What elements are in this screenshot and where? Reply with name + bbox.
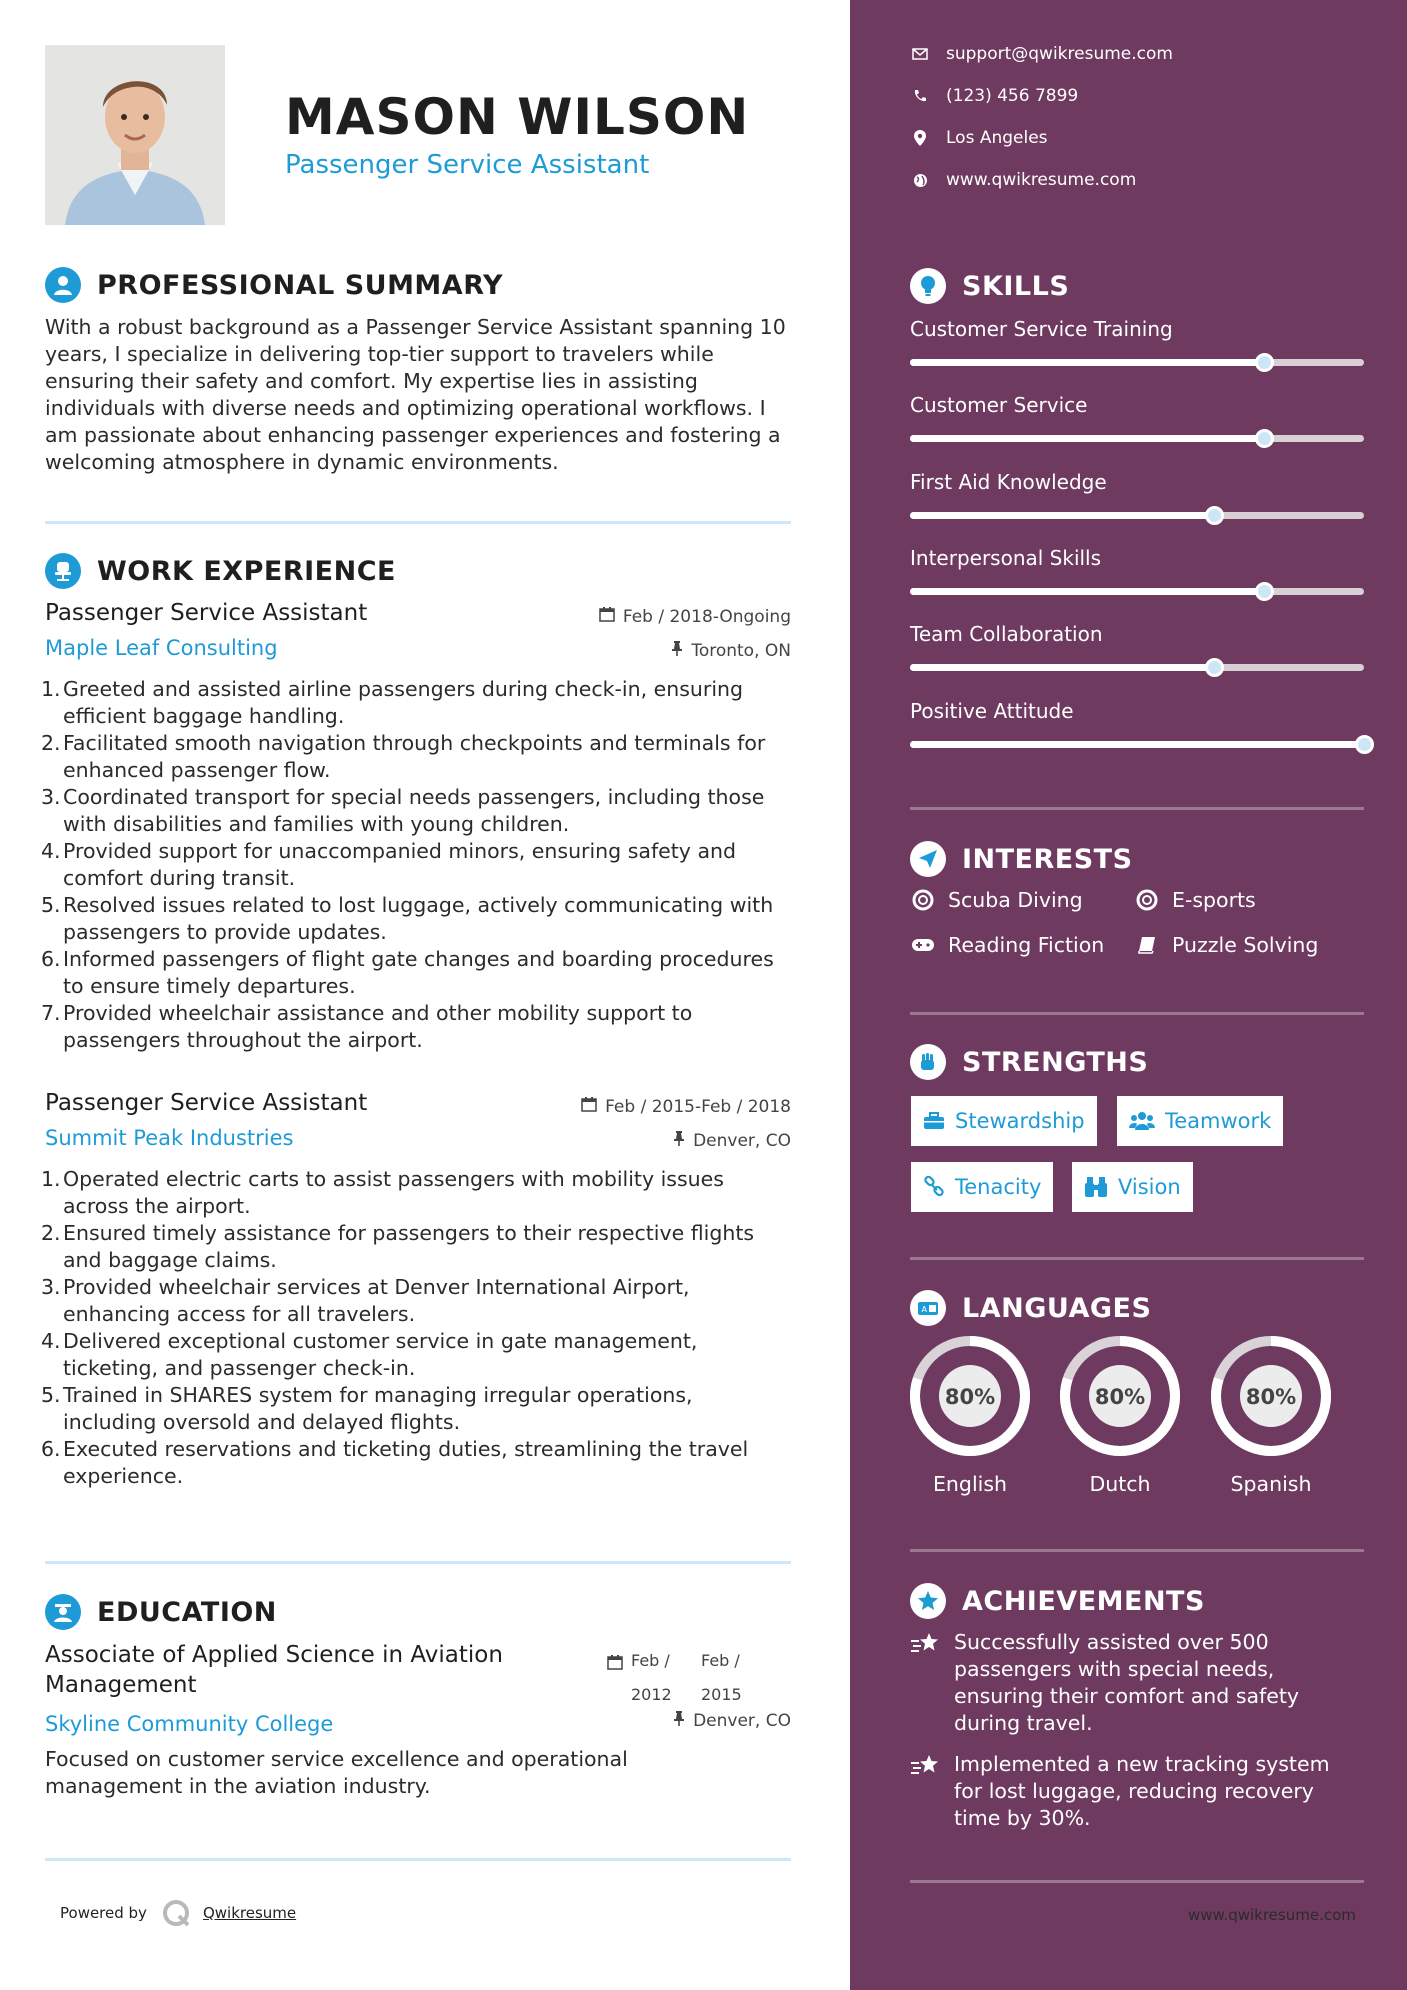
degree-title: Associate of Applied Science in Aviation Management bbox=[45, 1642, 503, 1698]
skill-track bbox=[910, 664, 1364, 671]
skill-track bbox=[910, 512, 1364, 519]
education-header bbox=[45, 1594, 277, 1630]
skill-track bbox=[910, 359, 1364, 366]
briefcase-icon bbox=[923, 1111, 945, 1131]
lightbulb-icon bbox=[910, 268, 946, 304]
globe-icon bbox=[910, 173, 930, 188]
fist-icon bbox=[910, 1044, 946, 1080]
job-entry bbox=[41, 1090, 791, 1490]
pin-icon bbox=[673, 1130, 685, 1151]
list-item: 7. Provided wheelchair assistance and other mobility support to passengers throughout the airport. bbox=[41, 1001, 693, 1052]
skill-name: Customer Service bbox=[910, 393, 1088, 417]
education-end: Feb / 2015 bbox=[701, 1651, 742, 1704]
skill-row bbox=[910, 546, 1364, 595]
skill-name: First Aid Knowledge bbox=[910, 470, 1107, 494]
job-location-text: Denver, CO bbox=[693, 1130, 791, 1151]
strength-tag bbox=[911, 1096, 1097, 1146]
strength-tag bbox=[1117, 1096, 1283, 1146]
user-icon bbox=[45, 267, 81, 303]
list-item: 5. Trained in SHARES system for managing irregular operations, including oversold and delayed flights. bbox=[41, 1383, 693, 1434]
education-location-text: Denver, CO bbox=[693, 1710, 791, 1731]
summary-text: With a robust background as a Passenger Service Assistant spanning 10 years, I specialize in delivering top-tier support to travelers while ensuring their safety and comfort. My expertise lies in assisting individuals with diverse needs and optimizing operational workflows. I am passionate about enhancing passenger experiences and fostering a welcoming atmosphere in dynamic environments. bbox=[45, 315, 786, 474]
job-title: Passenger Service Assistant bbox=[45, 1090, 368, 1116]
paper-plane-icon bbox=[910, 841, 946, 877]
map-pin-icon bbox=[910, 130, 930, 146]
language-item bbox=[1209, 1334, 1333, 1496]
skill-row bbox=[910, 317, 1364, 366]
language-name: Spanish bbox=[1230, 1472, 1312, 1496]
contact-phone bbox=[910, 86, 1078, 106]
chair-icon bbox=[45, 553, 81, 589]
calendar-icon bbox=[581, 1096, 597, 1117]
interests-header bbox=[910, 841, 1133, 877]
job-company: Summit Peak Industries bbox=[45, 1126, 294, 1150]
skill-row bbox=[910, 622, 1364, 671]
language-gauge bbox=[1058, 1334, 1182, 1458]
interests-heading: INTERESTS bbox=[962, 843, 1133, 875]
skill-row bbox=[910, 470, 1364, 519]
language-percent: 80% bbox=[1245, 1385, 1297, 1409]
envelope-icon bbox=[910, 48, 930, 60]
section-divider bbox=[910, 1257, 1364, 1260]
candidate-title: Passenger Service Assistant bbox=[285, 150, 650, 180]
section-divider bbox=[45, 521, 791, 524]
list-item: 2. Facilitated smooth navigation through checkpoints and terminals for enhanced passenger flow. bbox=[41, 731, 766, 782]
skill-fill bbox=[910, 359, 1264, 366]
contact-website-text[interactable]: www.qwikresume.com bbox=[946, 170, 1137, 190]
qwikresume-logo-icon bbox=[161, 1898, 191, 1928]
skill-row bbox=[910, 393, 1364, 442]
interest-label: Reading Fiction bbox=[948, 933, 1105, 957]
skill-track bbox=[910, 741, 1364, 748]
section-divider bbox=[45, 1858, 791, 1861]
pin-icon bbox=[673, 1710, 685, 1731]
education-entry bbox=[45, 1640, 791, 1800]
school-name: Skyline Community College bbox=[45, 1712, 334, 1736]
users-icon bbox=[1129, 1111, 1155, 1131]
footer-site-link[interactable]: www.qwikresume.com bbox=[1188, 1906, 1356, 1924]
skill-fill bbox=[910, 435, 1264, 442]
language-percent: 80% bbox=[944, 1385, 996, 1409]
list-item: 4. Provided support for unaccompanied minors, ensuring safety and comfort during transit. bbox=[41, 839, 737, 890]
education-location bbox=[673, 1710, 791, 1731]
list-item: 6. Informed passengers of flight gate changes and boarding procedures to ensure timely departures. bbox=[41, 947, 774, 998]
translate-icon bbox=[910, 1290, 946, 1326]
languages-heading: LANGUAGES bbox=[962, 1292, 1152, 1324]
job-date-text: Feb / 2015-Feb / 2018 bbox=[605, 1096, 791, 1117]
achievement-item bbox=[910, 1629, 1364, 1737]
skill-row bbox=[910, 699, 1364, 748]
summary-heading: PROFESSIONAL SUMMARY bbox=[97, 269, 504, 301]
contact-email bbox=[910, 44, 1173, 64]
achievement-item bbox=[910, 1751, 1364, 1832]
section-divider bbox=[45, 1561, 791, 1564]
pin-icon bbox=[671, 640, 683, 661]
section-divider bbox=[910, 1012, 1364, 1015]
education-heading: EDUCATION bbox=[97, 1596, 277, 1628]
job-title: Passenger Service Assistant bbox=[45, 600, 368, 626]
sidebar bbox=[850, 0, 1407, 1990]
interest-label: E-sports bbox=[1172, 888, 1256, 912]
section-divider bbox=[910, 1880, 1364, 1883]
candidate-name: MASON WILSON bbox=[285, 88, 750, 146]
phone-icon bbox=[910, 89, 930, 103]
job-location-text: Toronto, ON bbox=[691, 640, 791, 661]
achievements-heading: ACHIEVEMENTS bbox=[962, 1585, 1205, 1617]
job-date bbox=[599, 606, 791, 627]
strength-label: Tenacity bbox=[955, 1175, 1042, 1199]
language-name: Dutch bbox=[1089, 1472, 1151, 1496]
gamepad-icon bbox=[910, 937, 936, 953]
skill-knob bbox=[1355, 735, 1374, 754]
achievement-text: Successfully assisted over 500 passengers with special needs, ensuring their comfort and safety during travel. bbox=[954, 1630, 1300, 1735]
contact-location bbox=[910, 128, 1048, 148]
skill-name: Positive Attitude bbox=[910, 699, 1074, 723]
list-item: 5. Resolved issues related to lost luggage, actively communicating with passengers to provide updates. bbox=[41, 893, 774, 944]
interest-label: Scuba Diving bbox=[948, 888, 1083, 912]
contact-phone-text: (123) 456 7899 bbox=[946, 86, 1079, 106]
skills-heading: SKILLS bbox=[962, 270, 1070, 302]
language-item bbox=[908, 1334, 1032, 1496]
graduate-icon bbox=[45, 1594, 81, 1630]
strength-label: Vision bbox=[1118, 1175, 1181, 1199]
skill-knob bbox=[1255, 429, 1274, 448]
language-item bbox=[1058, 1334, 1182, 1496]
interest-label: Puzzle Solving bbox=[1172, 933, 1319, 957]
interest-item bbox=[1134, 933, 1318, 957]
job-location bbox=[671, 640, 791, 661]
job-date bbox=[581, 1096, 791, 1117]
job-entry bbox=[41, 600, 791, 1054]
star-badge-icon bbox=[910, 1583, 946, 1619]
education-description: Focused on customer service excellence and operational management in the aviation industry. bbox=[45, 1747, 628, 1798]
experience-heading: WORK EXPERIENCE bbox=[97, 555, 396, 587]
qwikresume-link[interactable]: Qwikresume bbox=[202, 1904, 297, 1922]
language-gauge bbox=[1209, 1334, 1333, 1458]
list-item: 3. Provided wheelchair services at Denver International Airport, enhancing access for all travelers. bbox=[41, 1275, 690, 1326]
svg-text:A: A bbox=[921, 1305, 927, 1314]
skill-track bbox=[910, 588, 1364, 595]
list-item: 3. Coordinated transport for special needs passengers, including those with disabilities and families with young children. bbox=[41, 785, 765, 836]
job-date-text: Feb / 2018-Ongoing bbox=[622, 606, 791, 627]
skill-fill bbox=[910, 512, 1214, 519]
strengths-header bbox=[910, 1044, 1148, 1080]
skill-knob bbox=[1255, 582, 1274, 601]
powered-by bbox=[60, 1898, 296, 1928]
list-item: 1. Greeted and assisted airline passengers during check-in, ensuring efficient baggage handling. bbox=[41, 677, 744, 728]
strengths-heading: STRENGTHS bbox=[962, 1046, 1149, 1078]
list-item: 1. Operated electric carts to assist passengers with mobility issues across the airport. bbox=[41, 1167, 724, 1218]
lifebuoy-icon bbox=[1134, 889, 1160, 911]
skill-fill bbox=[910, 664, 1214, 671]
section-divider bbox=[910, 1549, 1364, 1552]
summary-header bbox=[45, 267, 503, 303]
language-gauge bbox=[908, 1334, 1032, 1458]
achievements-header bbox=[910, 1583, 1205, 1619]
job-duties bbox=[41, 1166, 791, 1490]
list-item: 2. Ensured timely assistance for passengers to their respective flights and baggage claims. bbox=[41, 1221, 755, 1272]
powered-by-label: Powered by bbox=[60, 1904, 147, 1922]
education-start: Feb / 2012 bbox=[631, 1651, 672, 1704]
book-icon bbox=[1134, 935, 1160, 955]
achievement-text: Implemented a new tracking system for lost luggage, reducing recovery time by 30%. bbox=[954, 1752, 1330, 1830]
calendar-icon bbox=[607, 1644, 623, 1674]
list-item: 4. Delivered exceptional customer service in gate management, ticketing, and passenger check-in. bbox=[41, 1329, 698, 1380]
skill-knob bbox=[1205, 506, 1224, 525]
skill-name: Team Collaboration bbox=[910, 622, 1103, 646]
contact-website bbox=[910, 170, 1136, 190]
list-item: 6. Executed reservations and ticketing duties, streamlining the travel experience. bbox=[41, 1437, 749, 1488]
skill-knob bbox=[1205, 658, 1224, 677]
job-location bbox=[673, 1130, 791, 1151]
education-dates bbox=[607, 1644, 771, 1712]
language-name: English bbox=[932, 1472, 1008, 1496]
interest-item bbox=[910, 933, 1104, 957]
job-company: Maple Leaf Consulting bbox=[45, 636, 278, 660]
experience-header bbox=[45, 553, 396, 589]
interest-item bbox=[1134, 888, 1256, 912]
skill-fill bbox=[910, 741, 1364, 748]
contact-email-text[interactable]: support@qwikresume.com bbox=[946, 44, 1173, 64]
skill-track bbox=[910, 435, 1364, 442]
strength-tag bbox=[911, 1162, 1053, 1212]
skill-knob bbox=[1255, 353, 1274, 372]
contact-location-text: Los Angeles bbox=[946, 128, 1048, 148]
strength-tag bbox=[1072, 1162, 1193, 1212]
strength-label: Teamwork bbox=[1165, 1109, 1272, 1133]
job-duties bbox=[41, 676, 791, 1054]
skill-name: Customer Service Training bbox=[910, 317, 1173, 341]
skill-name: Interpersonal Skills bbox=[910, 546, 1102, 570]
language-percent: 80% bbox=[1094, 1385, 1146, 1409]
binoculars-icon bbox=[1084, 1176, 1108, 1198]
profile-photo bbox=[45, 45, 225, 225]
strength-label: Stewardship bbox=[955, 1109, 1085, 1133]
shooting-star-icon bbox=[910, 1751, 942, 1832]
skills-header bbox=[910, 268, 1069, 304]
skill-fill bbox=[910, 588, 1264, 595]
shooting-star-icon bbox=[910, 1629, 942, 1737]
languages-header bbox=[910, 1290, 1151, 1326]
link-icon bbox=[923, 1176, 945, 1198]
lifebuoy-icon bbox=[910, 889, 936, 911]
section-divider bbox=[910, 807, 1364, 810]
interest-item bbox=[910, 888, 1083, 912]
calendar-icon bbox=[599, 606, 615, 627]
